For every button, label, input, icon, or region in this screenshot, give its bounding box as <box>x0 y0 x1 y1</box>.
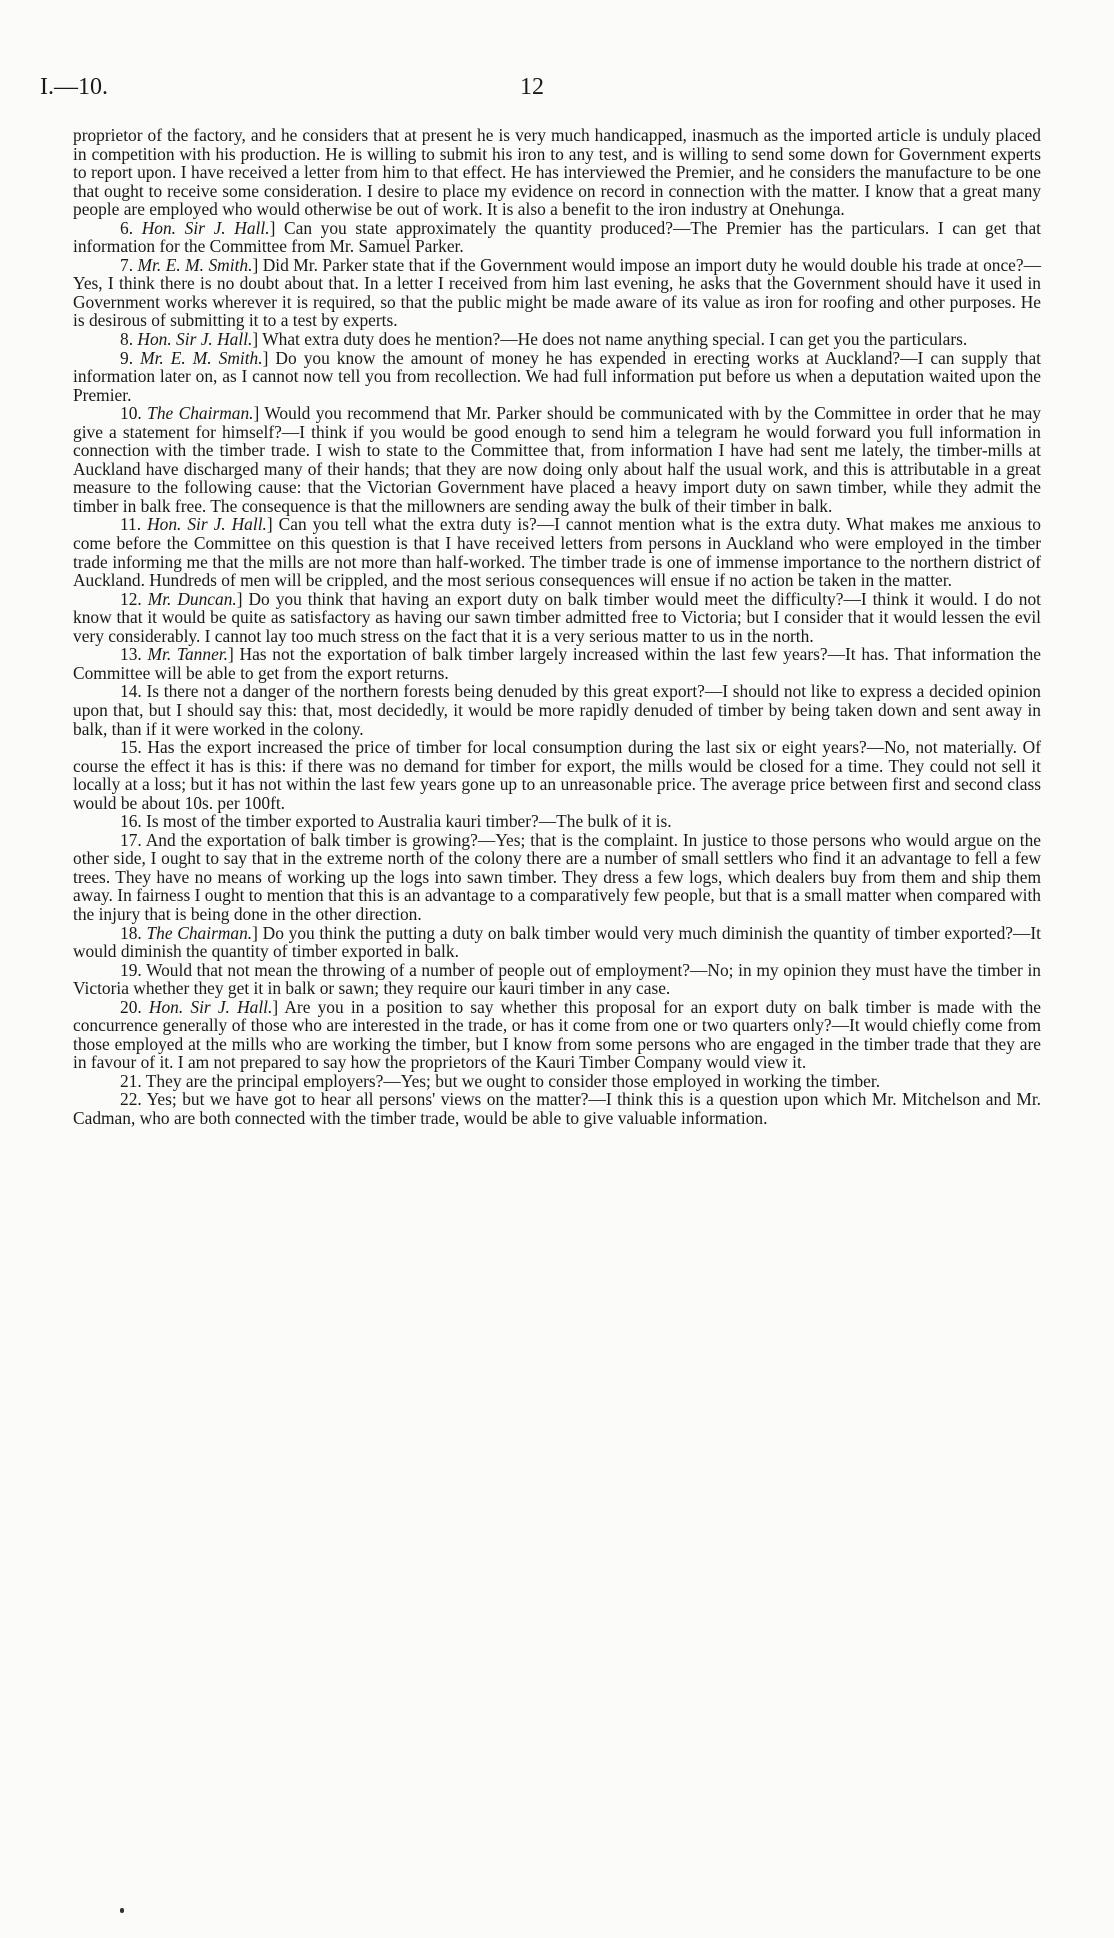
question-number: 6. <box>120 217 134 238</box>
question-number: 11. <box>120 514 142 535</box>
testimony-text: And the exportation of balk timber is growing?—Yes; that is the complaint. In justice to those persons who would argue on the other side, I ought to say that in the extreme north of the colony there are a number of small settlers who find it an advantage to fell a few trees. They have no means of working up the logs into sawn timber. They dress a few logs, which dealers buy from them and ship them away. In fairness I ought to mention that this is an advantage to a comparatively few people, but that is a small matter when compared with the injury that is being done in the other direction. <box>73 829 1041 924</box>
document-reference: I.—10. <box>40 74 108 100</box>
opening-paragraph: proprietor of the factory, and he considers that at present he is very much handicapped, inasmuch as the imported article is unduly placed in competition with his production. He is willing to submit his iron to any test, and is willing to send some down for Government experts to report upon. I have received a letter from him to that effect. He has interviewed the Premier, and he considers the manufacture to be one that ought to receive some consideration. I desire to place my evidence on record in connection with the matter. I know that a great many people are employed who would otherwise be out of work. It is also a benefit to the iron industry at Onehunga. <box>73 125 1041 220</box>
question-number: 21. <box>120 1070 142 1091</box>
question-number: 22. <box>120 1089 142 1110</box>
testimony-paragraph: 9. Mr. E. M. Smith.] Do you know the amount of money he has expended in erecting works at Auckland?—I can supply that information later on, as I cannot now tell you from recollection. We had full information put before us when a deputation waited upon the Premier. <box>73 347 1041 405</box>
testimony-text: Has the export increased the price of timber for local consumption during the last six or eight years?—No, not materially. Of course the effect it has is this: if there was no demand for timber for export, the mills would be closed for a time. They could not sell it locally at a loss; but it has not within the last few years gone up to an unreasonable price. The average price between first and second class would be about 10s. per 100ft. <box>73 737 1041 813</box>
testimony-paragraph: 12. Mr. Duncan.] Do you think that having an export duty on balk timber would meet the difficulty?—I think it would. I do not know that it would be quite as satisfactory as having our sawn timber admitted free to Victoria; but I consider that it would lessen the evil very considerably. I cannot lay too much stress on the fact that it is a very serious matter to us in the north. <box>73 588 1041 646</box>
speaker-name: Mr. Tanner. <box>147 644 228 665</box>
testimony-text: Do you know the amount of money he has expended in erecting works at Auckland?—I can supply that information later on, as I cannot now tell you from recollection. We had full information put before us when a deputation waited upon the Premier. <box>73 347 1041 405</box>
testimony-paragraph <box>73 1090 1041 1127</box>
speaker-name: Mr. E. M. Smith. <box>137 254 253 275</box>
question-number: 12. <box>120 588 142 609</box>
testimony-text: Is most of the timber exported to Australia kauri timber?—The bulk of it is. <box>146 811 672 832</box>
question-number: 17. <box>120 829 142 850</box>
question-number: 19. <box>120 959 142 980</box>
testimony-text: Yes; but we have got to hear all persons' views on the matter?—I think this is a question upon which Mr. Mitchelson and Mr. Cadman, who are both connected with the timber trade, would be able to give valuable information. <box>73 1089 1042 1128</box>
testimony-text: What extra duty does he mention?—He does not name anything special. I can get you the particulars. <box>262 329 968 350</box>
testimony-text: Is there not a danger of the northern forests being denuded by this great export?—I should not like to express a decided opinion upon that, but I should say this: that, most decidedly, it would be more rapidly denuded of timber by being taken down and sent away in balk, than if it were worked in the colony. <box>73 681 1041 739</box>
question-number: 16. <box>120 811 142 832</box>
testimony-text: They are the principal employers?—Yes; but we ought to consider those employed in working the timber. <box>145 1070 881 1091</box>
speaker-name: Mr. Duncan. <box>147 588 237 609</box>
testimony-paragraph: 8. Hon. Sir J. Hall.] What extra duty does he mention?—He does not name anything special. I can get you the particulars. <box>120 329 968 350</box>
question-answer-list <box>73 219 1041 1128</box>
question-number: 9. <box>120 347 134 368</box>
testimony-paragraph <box>73 738 1041 812</box>
speaker-name: Mr. E. M. Smith. <box>140 347 263 368</box>
speaker-name: The Chairman. <box>146 922 253 943</box>
question-number: 20. <box>120 996 142 1017</box>
speaker-name: Hon. Sir J. Hall. <box>141 217 270 238</box>
testimony-paragraph <box>73 1072 1041 1091</box>
testimony-text: Can you tell what the extra duty is?—I cannot mention what is the extra duty. What makes me anxious to come before the Committee on this question is that I have received letters from persons in Auckland who were employed in the timber trade informing me that the mills are not more than half-worked. The timber trade is one of immense importance to the northern district of Auckland. Hundreds of men will be crippled, and the most serious consequences will ensue if no action be taken in the matter. <box>73 514 1041 591</box>
testimony-text: Can you state approximately the quantity produced?—The Premier has the particulars. I can get that information for the Committee from Mr. Samuel Parker. <box>73 217 1041 257</box>
testimony-paragraph: 18. The Chairman.] Do you think the putting a duty on balk timber would very much diminish the quantity of timber exported?—It would diminish the quantity of timber exported in balk. <box>73 922 1042 962</box>
testimony-text: Did Mr. Parker state that if the Government would impose an import duty he would double his trade at once?—Yes, I think there is no doubt about that. In a letter I received from him last evening, he asks that the Government should have it used in Government works wherever it is required, so that the public might be made aware of its value as iron for roofing and other purposes. He is desirous of submitting it to a test by experts. <box>73 254 1042 331</box>
question-number: 10. <box>120 403 142 424</box>
testimony-paragraph: 11. Hon. Sir J. Hall.] Can you tell what the extra duty is?—I cannot mention what is the extra duty. What makes me anxious to come before the Committee on this question is that I have received letters from persons in Auckland who were employed in the timber trade informing me that the mills are not more than half-worked. The timber trade is one of immense importance to the northern district of Auckland. Hundreds of men will be crippled, and the most serious consequences will ensue if no action be taken in the matter. <box>73 514 1041 591</box>
testimony-paragraph <box>73 682 1041 738</box>
testimony-text: Do you think that having an export duty on balk timber would meet the difficulty?—I think it would. I do not know that it would be quite as satisfactory as having our sawn timber admitted free to Victoria; but I consider that it would lessen the evil very considerably. I cannot lay too much stress on the fact that it is a very serious matter to us in the north. <box>73 588 1041 646</box>
speaker-name: Hon. Sir J. Hall. <box>148 996 273 1017</box>
document-body <box>73 126 1041 1128</box>
question-number: 14. <box>120 681 142 702</box>
speaker-name: The Chairman. <box>147 403 254 424</box>
question-number: 18. <box>120 922 142 943</box>
speaker-name: Hon. Sir J. Hall. <box>147 514 267 535</box>
testimony-text: Would you recommend that Mr. Parker should be communicated with by the Committee in order that he may give a statement for himself?—I think if you would be good enough to send him a telegram he would forward you full information in connection with the timber trade. I wish to state to the Committee that, from information I have had sent me lately, the timber-mills at Auckland have discharged many of their hands; that they are now doing only about half the usual work, and this is attributable in a great measure to the following cause: that the Victorian Government have placed a heavy import duty on sawn timber, while they admit the timber in balk free. The consequence is that the millowners are sending away the bulk of their timber in balk. <box>73 403 1041 516</box>
testimony-text: Do you think the putting a duty on balk timber would very much diminish the quantity of timber exported?—It would diminish the quantity of timber exported in balk. <box>73 922 1042 962</box>
testimony-paragraph <box>73 812 1041 831</box>
testimony-paragraph: 7. Mr. E. M. Smith.] Did Mr. Parker state that if the Government would impose an import duty he would double his trade at once?—Yes, I think there is no doubt about that. In a letter I received from him last evening, he asks that the Government should have it used in Government works wherever it is required, so that the public might be made aware of its value as iron for roofing and other purposes. He is desirous of submitting it to a test by experts. <box>73 254 1042 331</box>
question-number: 8. <box>120 329 134 350</box>
question-number: 15. <box>120 737 142 758</box>
testimony-paragraph: 20. Hon. Sir J. Hall.] Are you in a position to say whether this proposal for an export duty on balk timber is made with the concurrence generally of those who are interested in the trade, or has it come from one or two quarters only?—It would chiefly come from those employed at the mills who are working the timber, but I know from some persons who are engaged in the timber trade that they are in favour of it. I am not prepared to say how the proprietors of the Kauri Timber Company would view it. <box>73 996 1041 1073</box>
testimony-paragraph: 6. Hon. Sir J. Hall.] Can you state approximately the quantity produced?—The Premier has the particulars. I can get that information for the Committee from Mr. Samuel Parker. <box>73 217 1041 257</box>
testimony-paragraph: 13. Mr. Tanner.] Has not the exportation of balk timber largely increased within the last few years?—It has. That information the Committee will be able to get from the export returns. <box>73 644 1041 683</box>
ink-speck <box>120 1908 124 1913</box>
question-number: 7. <box>120 254 134 275</box>
testimony-text: Are you in a position to say whether this proposal for an export duty on balk timber is made with the concurrence generally of those who are interested in the trade, or has it come from one or two quarters only?—It would chiefly come from those employed at the mills who are working the timber, but I know from some persons who are engaged in the timber trade that they are in favour of it. I am not prepared to say how the proprietors of the Kauri Timber Company would view it. <box>73 996 1041 1073</box>
testimony-paragraph: 10. The Chairman.] Would you recommend that Mr. Parker should be communicated with by the Committee in order that he may give a statement for himself?—I think if you would be good enough to send him a telegram he would forward you full information in connection with the timber trade. I wish to state to the Committee that, from information I have had sent me lately, the timber-mills at Auckland have discharged many of their hands; that they are now doing only about half the usual work, and this is attributable in a great measure to the following cause: that the Victorian Government have placed a heavy import duty on sawn timber, while they admit the timber in balk free. The consequence is that the millowners are sending away the bulk of their timber in balk. <box>73 403 1041 516</box>
testimony-text: Has not the exportation of balk timber largely increased within the last few years?—It has. That information the Committee will be able to get from the export returns. <box>73 644 1041 683</box>
testimony-text: Would that not mean the throwing of a number of people out of employment?—No; in my opinion they must have the timber in Victoria whether they get it in balk or sawn; they require our kauri timber in any case. <box>73 959 1041 999</box>
testimony-paragraph <box>73 961 1041 998</box>
question-number: 13. <box>120 644 142 665</box>
page-number: 12 <box>520 74 544 100</box>
speaker-name: Hon. Sir J. Hall. <box>137 329 253 350</box>
testimony-paragraph <box>73 831 1041 924</box>
